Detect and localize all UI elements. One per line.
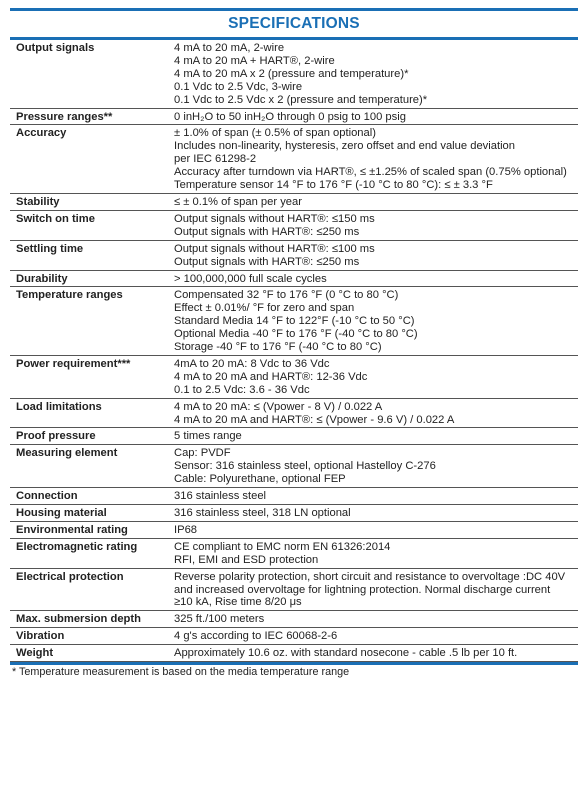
spec-value (168, 125, 578, 194)
spec-row (10, 611, 578, 628)
spec-value-line: 325 ft./100 meters (174, 613, 265, 626)
spec-label: Stability (10, 193, 168, 210)
specifications-table (10, 40, 578, 662)
spec-value-line: 0.1 Vdc to 2.5 Vdc, 3-wire (174, 80, 303, 93)
spec-value (168, 398, 578, 428)
spec-row (10, 270, 578, 287)
spec-row (10, 40, 578, 108)
spec-row (10, 428, 578, 445)
spec-value-line: 0.1 to 2.5 Vdc: 3.6 - 36 Vdc (174, 383, 310, 396)
spec-value-line: RFI, EMI and ESD protection (174, 553, 319, 566)
spec-value-line: 4 mA to 20 mA and HART®: 12-36 Vdc (174, 370, 368, 383)
spec-row (10, 125, 578, 194)
spec-value-line: ≤ ± 0.1% of span per year (174, 195, 302, 208)
spec-label: Switch on time (10, 210, 168, 240)
spec-value (168, 505, 578, 522)
spec-value (168, 355, 578, 398)
spec-value-line: Sensor: 316 stainless steel, optional Hastelloy C-276 (174, 460, 436, 473)
spec-value-line: Output signals with HART®: ≤250 ms (174, 255, 360, 268)
spec-row (10, 193, 578, 210)
spec-value-line: Output signals without HART®: ≤150 ms (174, 212, 375, 225)
spec-value (168, 193, 578, 210)
spec-value-line: Includes non-linearity, hysteresis, zero offset and end value deviation (174, 140, 516, 153)
spec-value-line: 4 mA to 20 mA and HART®: ≤ (Vpower - 9.6 V) / 0.022 A (174, 413, 455, 426)
spec-row (10, 398, 578, 428)
spec-row (10, 568, 578, 611)
spec-value-line: Cable: Polyurethane, optional FEP (174, 473, 346, 486)
spec-row (10, 505, 578, 522)
spec-value-line: 4 mA to 20 mA x 2 (pressure and temperature)* (174, 67, 409, 80)
spec-row (10, 240, 578, 270)
spec-value (168, 108, 578, 125)
spec-label: Connection (10, 488, 168, 505)
spec-label: Electromagnetic rating (10, 538, 168, 568)
spec-label: Durability (10, 270, 168, 287)
spec-value-line: 4 mA to 20 mA, 2-wire (174, 42, 285, 54)
spec-value-line: Effect ± 0.01%/ °F for zero and span (174, 302, 355, 315)
spec-value-line: Cap: PVDF (174, 447, 231, 460)
spec-value-line: Compensated 32 °F to 176 °F (0 °C to 80 °C) (174, 289, 399, 302)
spec-value (168, 568, 578, 611)
spec-value-line: Output signals without HART®: ≤100 ms (174, 242, 375, 255)
spec-value-line: Standard Media 14 °F to 122°F (-10 °C to 50 °C) (174, 315, 415, 328)
spec-value (168, 628, 578, 645)
spec-value (168, 445, 578, 488)
spec-value (168, 40, 578, 108)
spec-value-line: 4mA to 20 mA: 8 Vdc to 36 Vdc (174, 357, 330, 370)
spec-value-line: 316 stainless steel, 318 LN optional (174, 507, 351, 519)
spec-value-line: per IEC 61298-2 (174, 153, 257, 166)
spec-label: Temperature ranges (10, 287, 168, 356)
spec-value-line: 0 inH₂O to 50 inH₂O through 0 psig to 100 psig (174, 110, 406, 123)
spec-value-line: 4 g's according to IEC 60068-2-6 (174, 630, 338, 643)
spec-value-line: Temperature sensor 14 °F to 176 °F (-10 °C to 80 °C): ≤ ± 3.3 °F (174, 179, 493, 192)
spec-sheet (10, 8, 578, 678)
spec-row (10, 210, 578, 240)
spec-value-line: 4 mA to 20 mA: ≤ (Vpower - 8 V) / 0.022 A (174, 400, 383, 413)
spec-label: Vibration (10, 628, 168, 645)
spec-value-line: ≥10 kA, Rise time 8/20 μs (174, 596, 302, 609)
spec-label: Measuring element (10, 445, 168, 488)
page-title: SPECIFICATIONS (10, 8, 578, 37)
spec-value (168, 428, 578, 445)
spec-value-line: ± 1.0% of span (± 0.5% of span optional) (174, 127, 376, 140)
spec-value (168, 270, 578, 287)
spec-label: Electrical protection (10, 568, 168, 611)
spec-value-line: 4 mA to 20 mA + HART®, 2-wire (174, 54, 335, 67)
specifications-table-body (10, 40, 578, 662)
spec-value-line: 5 times range (174, 430, 242, 443)
spec-value (168, 645, 578, 662)
spec-value-line: CE compliant to EMC norm EN 61326:2014 (174, 540, 391, 553)
spec-value-line: Optional Media -40 °F to 176 °F (-40 °C to 80 °C) (174, 328, 418, 341)
spec-value (168, 611, 578, 628)
spec-value-line: and increased overvoltage for lightning protection. Normal discharge current (174, 583, 551, 596)
spec-value (168, 538, 578, 568)
footnote: * Temperature measurement is based on the media temperature range (12, 666, 350, 679)
spec-label: Output signals (10, 40, 168, 108)
spec-label: Housing material (10, 505, 168, 522)
spec-row (10, 355, 578, 398)
spec-row (10, 488, 578, 505)
spec-value (168, 287, 578, 356)
spec-row (10, 628, 578, 645)
spec-value-line: 316 stainless steel (174, 490, 267, 503)
spec-row (10, 108, 578, 125)
spec-value-line: Accuracy after turndown via HART®, ≤ ±1.25% of scaled span (0.75% optional) (174, 166, 567, 179)
spec-value (168, 210, 578, 240)
spec-label: Pressure ranges** (10, 108, 168, 125)
spec-row (10, 445, 578, 488)
spec-value-line: Storage -40 °F to 176 °F (-40 °C to 80 °C) (174, 341, 382, 354)
spec-value (168, 488, 578, 505)
spec-value-line: Output signals with HART®: ≤250 ms (174, 225, 360, 238)
spec-label: Proof pressure (10, 428, 168, 445)
spec-label: Accuracy (10, 125, 168, 194)
spec-row (10, 521, 578, 538)
spec-value-line: Reverse polarity protection, short circuit and resistance to overvoltage :DC 40V (174, 570, 566, 583)
spec-value-line: > 100,000,000 full scale cycles (174, 272, 327, 285)
spec-value-line: 0.1 Vdc to 2.5 Vdc x 2 (pressure and temperature)* (174, 93, 428, 106)
spec-label: Power requirement*** (10, 355, 168, 398)
spec-row (10, 287, 578, 356)
spec-label: Settling time (10, 240, 168, 270)
spec-value-line: IP68 (174, 523, 198, 536)
spec-row (10, 538, 578, 568)
spec-value-line: Approximately 10.6 oz. with standard nosecone - cable .5 lb per 10 ft. (174, 647, 518, 660)
spec-row (10, 645, 578, 662)
spec-value (168, 521, 578, 538)
spec-label: Max. submersion depth (10, 611, 168, 628)
spec-label: Environmental rating (10, 521, 168, 538)
spec-label: Weight (10, 645, 168, 662)
spec-value (168, 240, 578, 270)
spec-label: Load limitations (10, 398, 168, 428)
